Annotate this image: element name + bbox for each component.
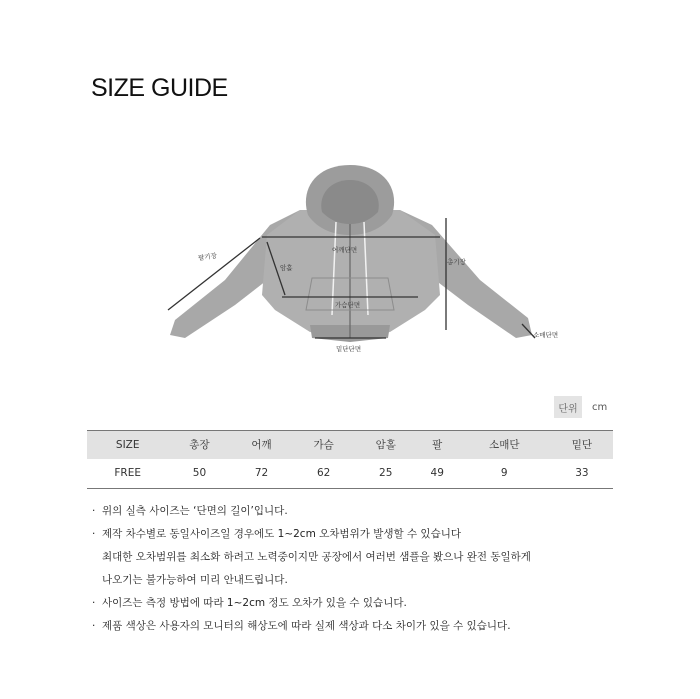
table-header-cell: 가슴 (293, 431, 355, 459)
table-cell: 50 (168, 459, 230, 489)
table-cell: 25 (355, 459, 417, 489)
table-header-cell: 팔 (417, 431, 458, 459)
table-row (87, 459, 613, 489)
label-total-length: 총기장 (447, 258, 466, 266)
note-item: · 제작 차수별로 동일사이즈일 경우에도 1~2cm 오차범위가 발생할 수 있습니다 (92, 528, 462, 540)
table-header-cell: 밑단 (551, 431, 613, 459)
garment-figure (150, 160, 559, 360)
label-armhole: 암홀 (280, 264, 293, 272)
page-title: SIZE GUIDE (91, 74, 228, 102)
label-sleeve-length: 팔기장 (197, 251, 218, 263)
label-chest: 가슴단면 (335, 301, 361, 309)
note-item: 나오기는 불가능하여 미리 안내드립니다. (102, 574, 288, 586)
size-table (87, 430, 613, 489)
table-header-cell: 어깨 (231, 431, 293, 459)
table-cell: 9 (458, 459, 551, 489)
notes-list (92, 502, 531, 640)
unit-value: cm (592, 401, 608, 413)
label-hem: 밑단단면 (336, 345, 362, 353)
table-header-cell: SIZE (87, 431, 168, 459)
table-cell: FREE (87, 459, 168, 489)
table-cell: 49 (417, 459, 458, 489)
label-shoulder: 어깨단면 (332, 246, 358, 254)
note-item: · 제품 색상은 사용자의 모니터의 해상도에 따라 실제 색상과 다소 차이가 있을 수 있습니다. (92, 620, 511, 632)
unit-label: 단위 (554, 396, 582, 418)
note-item: · 사이즈는 측정 방법에 따라 1~2cm 정도 오차가 있을 수 있습니다. (92, 597, 407, 609)
unit-indicator (554, 396, 607, 418)
table-cell: 62 (293, 459, 355, 489)
table-header-cell: 암홀 (355, 431, 417, 459)
table-cell: 72 (231, 459, 293, 489)
note-item: 최대한 오차범위를 최소화 하려고 노력중이지만 공장에서 여러번 샘플을 봤으나 완전 동일하게 (102, 551, 531, 563)
table-header-cell: 소매단 (458, 431, 551, 459)
table-header-cell: 총장 (168, 431, 230, 459)
label-cuff: 소매단면 (533, 331, 559, 339)
table-header-row (87, 431, 613, 459)
table-cell: 33 (551, 459, 613, 489)
note-item: · 위의 실측 사이즈는 ‘단면의 길이’입니다. (92, 505, 288, 517)
